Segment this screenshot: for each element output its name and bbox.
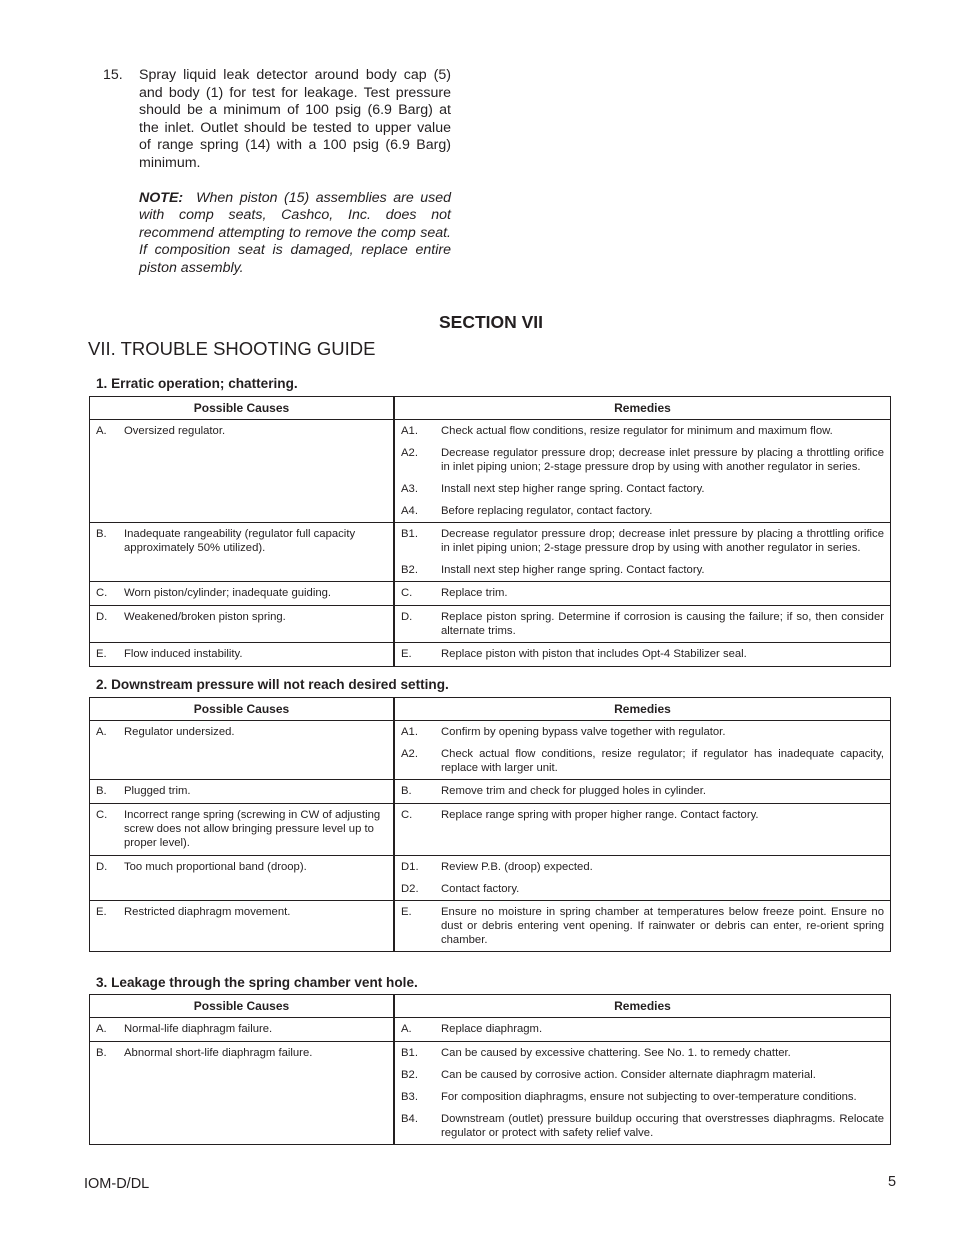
remedy-label: E. xyxy=(401,906,412,918)
cause-label: D. xyxy=(96,861,108,873)
remedy-label: B3. xyxy=(401,1091,418,1103)
table-2 xyxy=(89,697,891,952)
remedy-label: A2. xyxy=(401,748,418,760)
remedy xyxy=(395,500,890,522)
table-row xyxy=(90,1018,891,1042)
remedy-label: A1. xyxy=(401,726,418,738)
remedies-cell xyxy=(394,1042,891,1145)
remedy-text: Replace diaphragm. xyxy=(441,1023,543,1035)
table-row xyxy=(90,420,891,523)
cause-text: Worn piston/cylinder; inadequate guiding. xyxy=(124,587,332,599)
remedies-cell xyxy=(394,856,891,901)
remedy-text: Can be caused by excessive chattering. See No. 1. to remedy chatter. xyxy=(441,1047,791,1059)
guide-title: VII. TROUBLE SHOOTING GUIDE xyxy=(88,338,376,359)
table-3-title: 3. Leakage through the spring chamber vent hole. xyxy=(96,975,418,990)
remedies-cell xyxy=(394,582,891,606)
remedy xyxy=(395,878,890,900)
cause-text: Normal-life diaphragm failure. xyxy=(124,1023,273,1035)
remedy xyxy=(395,1018,890,1040)
cause-label: B. xyxy=(96,785,107,797)
remedy-label: B1. xyxy=(401,528,418,540)
remedy-label: A2. xyxy=(401,447,418,459)
remedy xyxy=(395,582,890,604)
cause-label: B. xyxy=(96,528,107,540)
remedy xyxy=(395,1108,890,1144)
remedies-cell xyxy=(394,780,891,804)
remedy xyxy=(395,523,890,559)
remedy xyxy=(395,559,890,581)
step-number: 15. xyxy=(103,67,123,83)
remedy-text: Replace range spring with proper higher range. Contact factory. xyxy=(441,809,759,821)
remedy-label: B1. xyxy=(401,1047,418,1059)
remedy-text: Can be caused by corrosive action. Consider alternate diaphragm material. xyxy=(441,1069,816,1081)
remedies-cell xyxy=(394,721,891,780)
document-id: IOM-D/DL xyxy=(84,1176,150,1192)
remedies-cell xyxy=(394,804,891,856)
remedy xyxy=(395,643,890,665)
cause-label: A. xyxy=(96,1023,107,1035)
cause-text: Oversized regulator. xyxy=(124,425,226,437)
header-remedies: Remedies xyxy=(394,397,891,420)
step-15 xyxy=(103,67,451,278)
cause-cell xyxy=(90,420,395,523)
cause-label: B. xyxy=(96,1047,107,1059)
cause-cell xyxy=(90,643,395,667)
cause xyxy=(90,780,393,803)
table-row xyxy=(90,523,891,582)
remedy xyxy=(395,442,890,478)
note-text: When piston (15) assemblies are used with comp seats, Cashco, Inc. does not recommend attempting to remove the comp seat. If composition seat is damaged, replace entire piston assembly. xyxy=(139,189,451,276)
table-row xyxy=(90,721,891,780)
cause-label: D. xyxy=(96,611,108,623)
cause-text: Too much proportional band (droop). xyxy=(124,861,307,873)
cause-cell xyxy=(90,582,395,606)
cause xyxy=(90,582,393,605)
cause xyxy=(90,523,393,560)
remedy-text: For composition diaphragms, ensure not subjecting to over-temperature conditions. xyxy=(441,1091,857,1103)
remedy-text: Before replacing regulator, contact factory. xyxy=(441,505,653,517)
remedy-label: B4. xyxy=(401,1113,418,1125)
header-remedies: Remedies xyxy=(394,995,891,1018)
step-text: Spray liquid leak detector around body cap (5) and body (1) for test for leakage. Test pressure should be a minimum of 100 psig (6.9 Barg) at the inlet. Outlet should be tested to upper value of range spring (14) with a 100 psig (6.9 Barg) minimum. xyxy=(139,67,451,171)
cause xyxy=(90,420,393,443)
remedy-label: E. xyxy=(401,648,412,660)
table-row xyxy=(90,856,891,901)
cause-text: Incorrect range spring (screwing in CW of adjusting screw does not allow bringing pressure level up to proper level). xyxy=(124,809,381,849)
table-3 xyxy=(89,994,891,1145)
remedy-text: Decrease regulator pressure drop; decrease inlet pressure by placing a throttling orifice in inlet piping union; 2-stage pressure drop by using with another regulator in series. xyxy=(441,528,884,554)
remedies-cell xyxy=(394,420,891,523)
header-remedies: Remedies xyxy=(394,698,891,721)
remedy-text: Check actual flow conditions, resize regulator for minimum and maximum flow. xyxy=(441,425,833,437)
cause xyxy=(90,856,393,879)
remedy-label: B2. xyxy=(401,564,418,576)
section-title: SECTION VII xyxy=(438,312,544,332)
cause xyxy=(90,606,393,629)
remedy-text: Downstream (outlet) pressure buildup occuring that overstresses diaphragms. Relocate regulator or protect with safety relief valve. xyxy=(441,1113,884,1139)
cause-label: C. xyxy=(96,809,108,821)
remedy xyxy=(395,478,890,500)
remedy-text: Confirm by opening bypass valve together with regulator. xyxy=(441,726,726,738)
cause-cell xyxy=(90,856,395,901)
remedy-text: Contact factory. xyxy=(441,883,520,895)
table-1 xyxy=(89,396,891,667)
cause-text: Abnormal short-life diaphragm failure. xyxy=(124,1047,313,1059)
cause xyxy=(90,721,393,744)
cause-cell xyxy=(90,780,395,804)
remedies-cell xyxy=(394,1018,891,1042)
remedies-cell xyxy=(394,643,891,667)
table-row xyxy=(90,901,891,952)
cause-label: E. xyxy=(96,648,107,660)
note xyxy=(139,190,451,278)
remedy-text: Install next step higher range spring. Contact factory. xyxy=(441,483,705,495)
remedy-text: Review P.B. (droop) expected. xyxy=(441,861,593,873)
remedy-text: Install next step higher range spring. Contact factory. xyxy=(441,564,705,576)
cause-cell xyxy=(90,606,395,643)
cause xyxy=(90,901,393,924)
remedy-label: D1. xyxy=(401,861,419,873)
cause xyxy=(90,643,393,666)
remedy xyxy=(395,780,890,802)
cause-text: Inadequate rangeability (regulator full capacity approximately 50% utilized). xyxy=(124,528,356,554)
remedy xyxy=(395,901,890,951)
cause xyxy=(90,1042,393,1065)
cause-text: Restricted diaphragm movement. xyxy=(124,906,291,918)
table-1-title: 1. Erratic operation; chattering. xyxy=(96,376,298,391)
cause-cell xyxy=(90,523,395,582)
remedy xyxy=(395,606,890,642)
table-row xyxy=(90,1042,891,1145)
table-row xyxy=(90,643,891,667)
cause-cell xyxy=(90,804,395,856)
cause-label: E. xyxy=(96,906,107,918)
remedy-label: A3. xyxy=(401,483,418,495)
cause-cell xyxy=(90,721,395,780)
remedy-text: Decrease regulator pressure drop; decrease inlet pressure by placing a throttling orifice in inlet piping union; 2-stage pressure drop by using with another regulator in series. xyxy=(441,447,884,473)
note-label: NOTE: xyxy=(139,189,184,206)
table-row xyxy=(90,582,891,606)
remedy-text: Check actual flow conditions, resize regulator; if regulator has inadequate capacity, replace with larger unit. xyxy=(441,748,884,774)
header-causes: Possible Causes xyxy=(90,397,395,420)
cause-text: Plugged trim. xyxy=(124,785,191,797)
remedy-label: D2. xyxy=(401,883,419,895)
remedies-cell xyxy=(394,606,891,643)
remedy-text: Replace piston spring. Determine if corrosion is causing the failure; if so, then consider alternate trims. xyxy=(441,611,884,637)
cause-cell xyxy=(90,1018,395,1042)
remedy-label: A4. xyxy=(401,505,418,517)
cause xyxy=(90,1018,393,1041)
remedy-text: Replace trim. xyxy=(441,587,508,599)
table-row xyxy=(90,804,891,856)
header-causes: Possible Causes xyxy=(90,995,395,1018)
header-causes: Possible Causes xyxy=(90,698,395,721)
cause-cell xyxy=(90,1042,395,1145)
cause-text: Regulator undersized. xyxy=(124,726,235,738)
remedy xyxy=(395,856,890,878)
cause xyxy=(90,804,393,855)
cause-label: A. xyxy=(96,425,107,437)
cause-cell xyxy=(90,901,395,952)
table-2-title: 2. Downstream pressure will not reach desired setting. xyxy=(96,677,449,692)
remedy-text: Remove trim and check for plugged holes in cylinder. xyxy=(441,785,706,797)
remedy-label: C. xyxy=(401,587,413,599)
remedy xyxy=(395,721,890,743)
remedy xyxy=(395,804,890,826)
remedy xyxy=(395,420,890,442)
remedy xyxy=(395,1042,890,1064)
remedy-label: D. xyxy=(401,611,413,623)
cause-label: A. xyxy=(96,726,107,738)
page-number: 5 xyxy=(888,1174,897,1190)
cause-label: C. xyxy=(96,587,108,599)
remedy-text: Ensure no moisture in spring chamber at temperatures below freeze point. Ensure no dust or debris entering vent opening. If rainwater or debris can enter, re-orient spring chamber. xyxy=(441,906,884,946)
remedies-cell xyxy=(394,523,891,582)
remedy-label: C. xyxy=(401,809,413,821)
cause-text: Flow induced instability. xyxy=(124,648,243,660)
remedy-label: B. xyxy=(401,785,412,797)
remedy-label: A1. xyxy=(401,425,418,437)
cause-text: Weakened/broken piston spring. xyxy=(124,611,286,623)
remedy-text: Replace piston with piston that includes Opt-4 Stabilizer seal. xyxy=(441,648,747,660)
remedy xyxy=(395,743,890,779)
remedy xyxy=(395,1086,890,1108)
table-row xyxy=(90,606,891,643)
remedy-label: A. xyxy=(401,1023,412,1035)
remedies-cell xyxy=(394,901,891,952)
remedy xyxy=(395,1064,890,1086)
remedy-label: B2. xyxy=(401,1069,418,1081)
table-row xyxy=(90,780,891,804)
